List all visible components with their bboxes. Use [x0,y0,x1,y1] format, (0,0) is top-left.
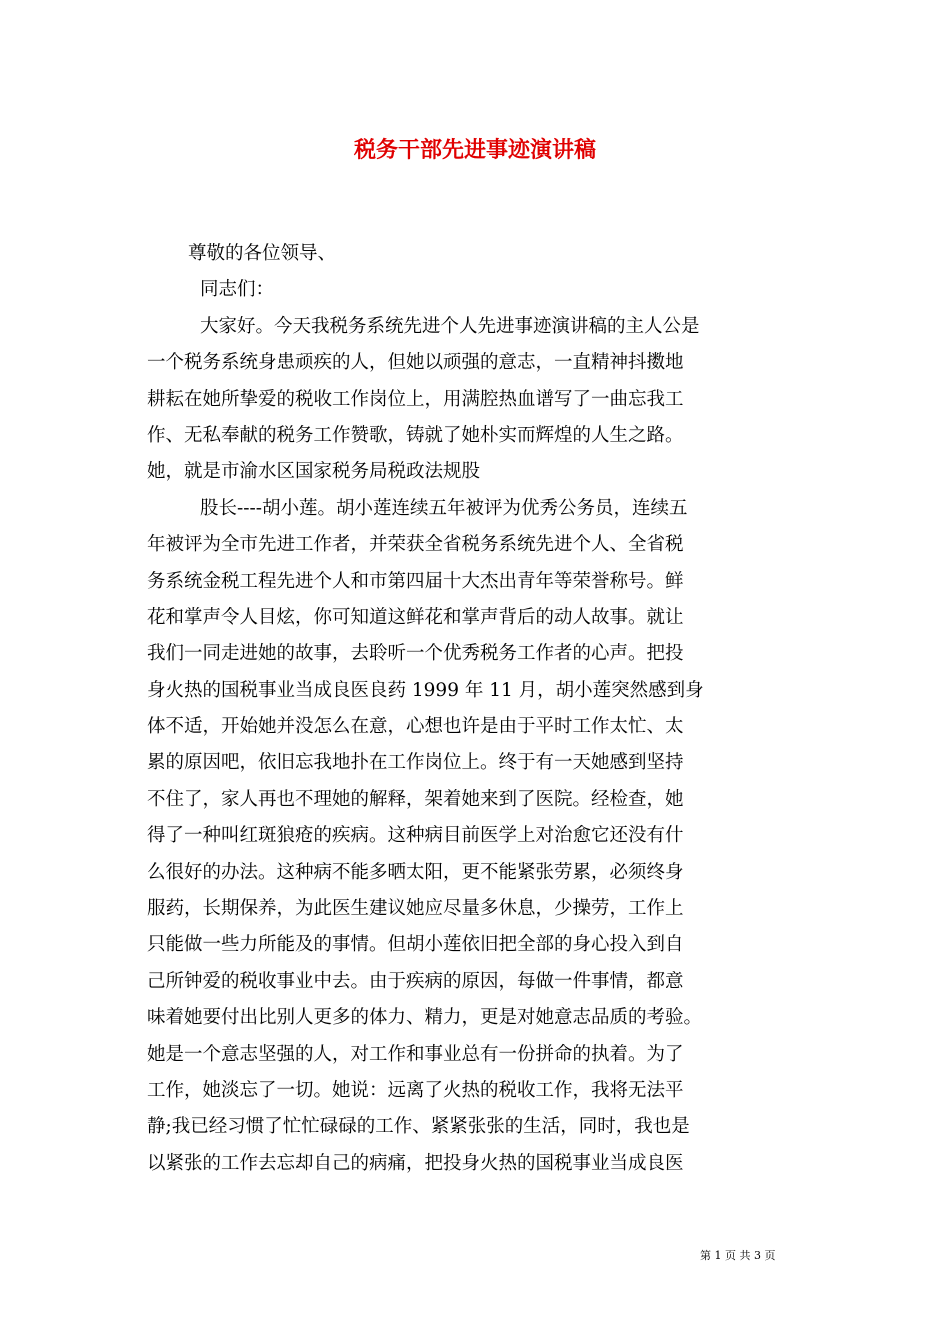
paragraph-line: 耕耘在她所挚爱的税收工作岗位上，用满腔热血谱写了一曲忘我工 [147,388,684,410]
paragraph-line: 我们一同走进她的故事，去聆听一个优秀税务工作者的心声。把投 [147,643,684,665]
paragraph-line: 一个税务系统身患顽疾的人，但她以顽强的意志，一直精神抖擞地 [147,352,684,374]
paragraph-line: 服药，长期保养，为此医生建议她应尽量多休息，少操劳，工作上 [147,898,684,920]
paragraph-line: 务系统金税工程先进个人和市第四届十大杰出青年等荣誉称号。鲜 [147,570,684,592]
paragraph-line: 只能做一些力所能及的事情。但胡小莲依旧把全部的身心投入到自 [147,934,684,956]
paragraph-line: 年被评为全市先进工作者，并荣获全省税务系统先进个人、全省税 [147,534,684,556]
paragraph-line: 作、无私奉献的税务工作赞歌，铸就了她朴实而辉煌的人生之路。 [147,424,684,446]
paragraph-line: 己所钟爱的税收事业中去。由于疾病的原因，每做一件事情，都意 [147,970,684,992]
paragraph-2 [147,491,811,1182]
paragraph-line: 花和掌声令人目炫，你可知道这鲜花和掌声背后的动人故事。就让 [147,606,684,628]
paragraph-line: 大家好。今天我税务系统先进个人先进事迹演讲稿的主人公是 [200,315,700,337]
paragraph-line: 她是一个意志坚强的人，对工作和事业总有一份拼命的执着。为了 [147,1043,684,1065]
paragraph-line: 么很好的办法。这种病不能多晒太阳，更不能紧张劳累，必须终身 [147,861,684,883]
paragraph-line: 静;我已经习惯了忙忙碌碌的工作、紧紧张张的生活，同时，我也是 [147,1116,690,1138]
document-title: 税务干部先进事迹演讲稿 [353,137,596,163]
document-body [147,236,811,1182]
paragraph-line: 累的原因吧，依旧忘我地扑在工作岗位上。终于有一天她感到坚持 [147,752,684,774]
paragraph-line: 体不适，开始她并没怎么在意，心想也许是由于平时工作太忙、太 [147,716,684,738]
salutation: 尊敬的各位领导、 [188,243,337,264]
paragraph-line: 股长----胡小莲。胡小莲连续五年被评为优秀公务员，连续五 [200,497,688,519]
paragraph-line: 得了一种叫红斑狼疮的疾病。这种病目前医学上对治愈它还没有什 [147,825,684,847]
paragraph-line: 味着她要付出比别人更多的体力、精力，更是对她意志品质的考验。 [147,1007,703,1029]
paragraph-line: 她，就是市渝水区国家税务局税政法规股 [147,461,481,483]
salutation-comrades: 同志们： [200,279,275,301]
paragraph-line: 不住了，家人再也不理她的解释，架着她来到了医院。经检查，她 [147,788,684,810]
paragraph-line: 以紧张的工作去忘却自己的病痛，把投身火热的国税事业当成良医 [147,1152,684,1174]
paragraph-line: 身火热的国税事业当成良医良药 1999 年 11 月，胡小莲突然感到身 [147,679,704,701]
paragraph-line: 工作，她淡忘了一切。她说：远离了火热的税收工作，我将无法平 [147,1079,684,1101]
paragraph-1 [147,309,811,491]
page-number-footer: 第 1 页 共 3 页 [700,1249,776,1262]
